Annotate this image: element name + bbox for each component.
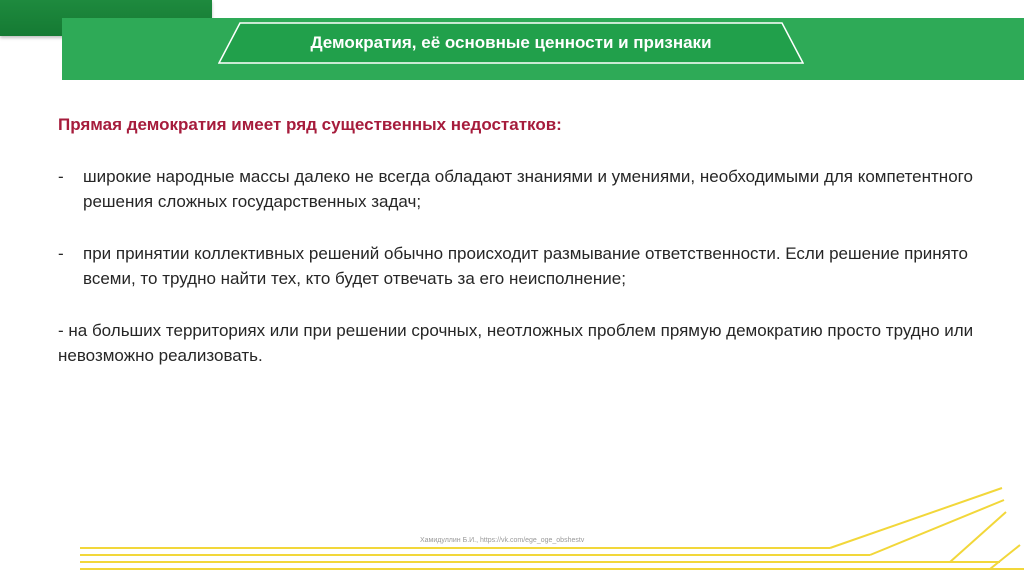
bullet-text: при принятии коллективных решений обычно происходит размывание ответственности. Если решение принято всеми, то трудно найти тех, кто будет отвечать за его неисполнение; <box>83 244 968 288</box>
bullet-text: широкие народные массы далеко не всегда обладают знаниями и умениями, необходимыми для компетентного решения сложных государственных задач; <box>83 167 973 211</box>
content-heading: Прямая демократия имеет ряд существенных недостатков: <box>58 115 562 134</box>
bullet-marker: - <box>58 167 64 186</box>
bullet-marker: - <box>58 244 64 263</box>
content-paragraph: - на больших территориях или при решении срочных, неотложных проблем прямую демократию просто трудно или невозможно реализовать. <box>58 321 974 365</box>
slide-title: Демократия, её основные ценности и признаки <box>310 33 712 52</box>
footer-note: Хамидуллин Б.И., https://vk.com/ege_oge_obshestv <box>420 537 585 544</box>
